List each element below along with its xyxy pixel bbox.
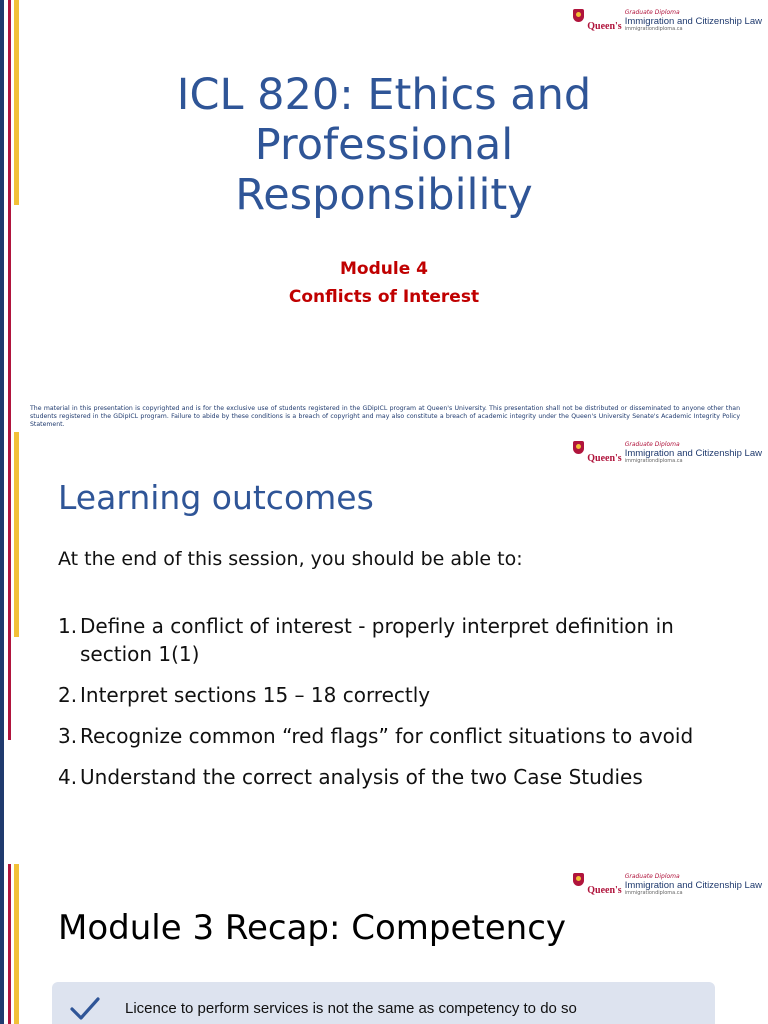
side-stripe-gold: [14, 0, 19, 205]
slide-heading: Learning outcomes: [58, 478, 374, 517]
list-item: [58, 612, 748, 668]
module-subtitle: Conflicts of Interest: [288, 287, 480, 307]
logo-brand: Queen's: [587, 884, 622, 896]
side-stripe-red: [8, 864, 11, 1024]
side-stripe-red: [8, 0, 11, 432]
list-item-text: Recognize common “red flags” for conflict situations to avoid: [80, 724, 694, 748]
list-item-text: Interpret sections 15 – 18 correctly: [80, 683, 431, 707]
logo-main-text: Immigration and Citizenship Law: [624, 447, 762, 459]
outcomes-list: [58, 612, 748, 804]
side-stripe-navy: [0, 0, 4, 432]
list-item-number: 1.: [58, 614, 78, 638]
slide-learning-outcomes: [0, 432, 768, 864]
logo-brand: Queen's: [587, 20, 622, 32]
queens-logo: [573, 438, 762, 468]
callout-box: [52, 982, 715, 1024]
course-title-line-2: Professional: [254, 120, 514, 170]
side-stripe-red: [8, 432, 11, 740]
queens-logo: [573, 870, 762, 900]
logo-small-text: Graduate Diploma: [624, 441, 680, 449]
course-title: [90, 70, 678, 220]
logo-main-text: Immigration and Citizenship Law: [624, 879, 762, 891]
course-title-line-3: Responsibility: [235, 170, 533, 220]
slide-module-recap: [0, 864, 768, 1024]
checkmark-icon: [70, 996, 100, 1022]
list-item-text: Define a conflict of interest - properly interpret definition in section 1(1): [80, 614, 674, 666]
crest-icon: [573, 441, 584, 454]
list-item-number: 4.: [58, 765, 78, 789]
logo-url-text: immigrationdiploma.ca: [624, 889, 683, 896]
slide-heading: Module 3 Recap: Competency: [58, 908, 567, 948]
module-number: Module 4: [340, 259, 428, 279]
list-item-number: 3.: [58, 724, 78, 748]
list-item: [58, 681, 748, 709]
logo-url-text: immigrationdiploma.ca: [624, 457, 683, 464]
side-stripe-navy: [0, 432, 4, 864]
intro-text: At the end of this session, you should be able to:: [58, 548, 523, 570]
list-item: [58, 722, 748, 750]
side-stripe-gold: [14, 432, 19, 637]
logo-small-text: Graduate Diploma: [624, 9, 680, 17]
list-item-number: 2.: [58, 683, 78, 707]
callout-text: Licence to perform services is not the same as competency to do so: [125, 1000, 577, 1017]
crest-icon: [573, 873, 584, 886]
list-item: [58, 763, 748, 791]
list-item-text: Understand the correct analysis of the two Case Studies: [80, 765, 643, 789]
slide-title: [0, 0, 768, 432]
side-stripe-navy: [0, 864, 4, 1024]
logo-main-text: Immigration and Citizenship Law: [624, 15, 762, 27]
logo-url-text: immigrationdiploma.ca: [624, 25, 683, 32]
side-stripe-gold: [14, 864, 19, 1024]
logo-brand: Queen's: [587, 452, 622, 464]
logo-small-text: Graduate Diploma: [624, 873, 680, 881]
course-title-line-1: ICL 820: Ethics and: [176, 70, 592, 120]
copyright-notice: The material in this presentation is copyrighted and is for the exclusive use of students registered in the GDipICL program at Queen's University. This presentation shall not be distributed or disseminated to anyone other than students registered in the GDipICL program. Failure to abide by these conditions is a breach of copyright and may also constitute a breach of academic integrity under the Queen's University Senate's Academic Integrity Policy Statement.: [30, 405, 740, 428]
crest-icon: [573, 9, 584, 22]
queens-logo: [573, 6, 762, 36]
